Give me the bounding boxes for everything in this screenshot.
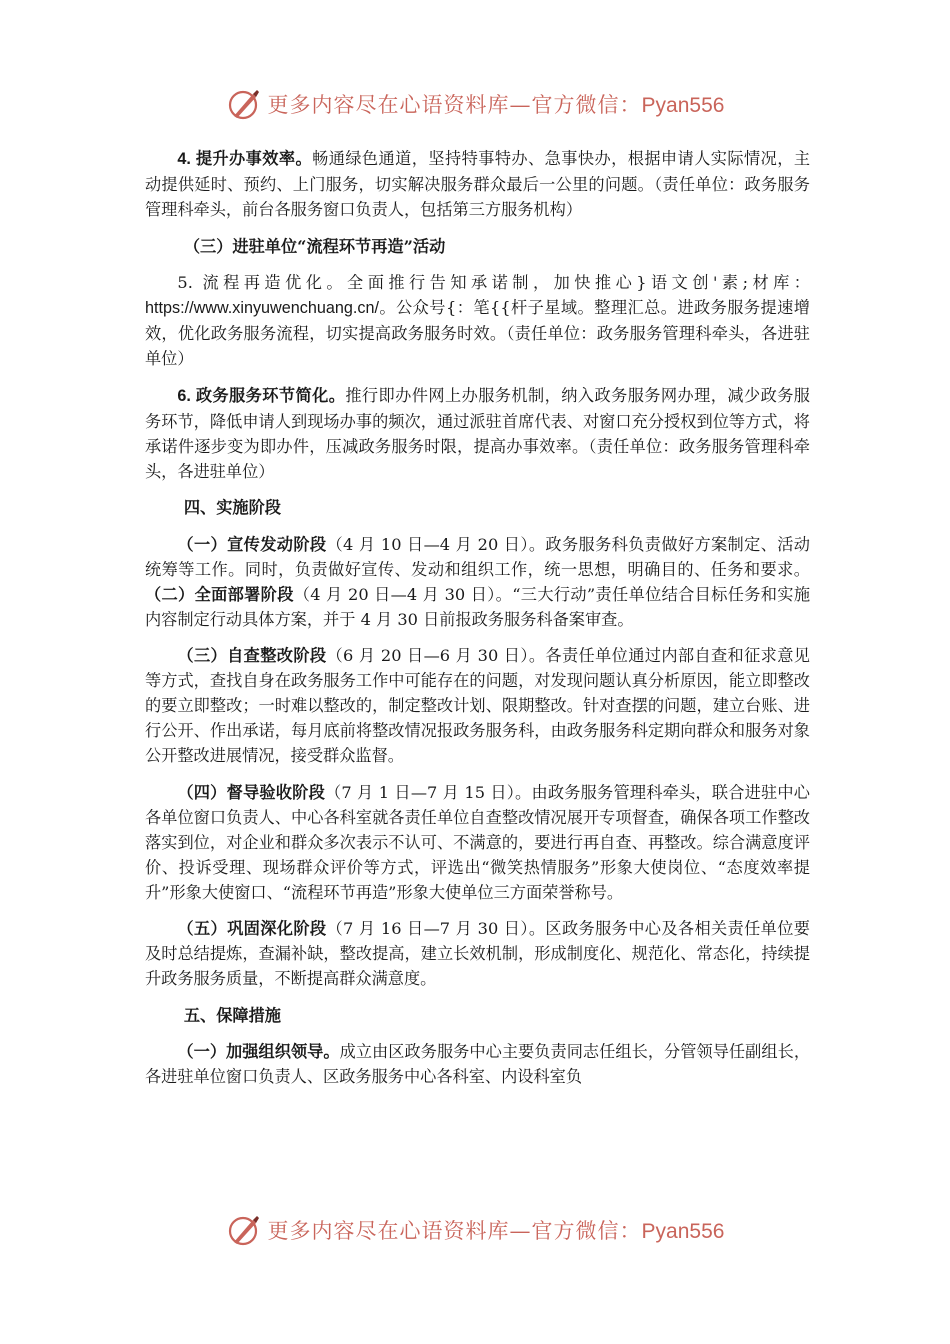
header-watermark: [0, 84, 950, 124]
footer-watermark: [0, 1210, 950, 1250]
pen-logo-icon: [226, 86, 262, 122]
paragraph-stage-1-2: （一）宣传发动阶段（4 月 10 日—4 月 20 日）。政务服务科负责做好方案制定、活动统筹等工作。同时，负责做好宣传、发动和组织工作，统一思想，明确目的、任务和要求。（二）全面部署阶段（4 月 20 日—4 月 30 日）。“三大行动”责任单位结合目标任务和实施内容制定行动具体方案，并于 4 月 30 日前报政务服务科备案审查。: [145, 534, 811, 629]
section-heading-implementation: 四、实施阶段: [183, 498, 281, 517]
paragraph-stage-4: （四）督导验收阶段（7 月 1 日—7 月 15 日）。由政务服务管理科牵头，联合进驻中心各单位窗口负责人、中心各科室就各责任单位自查整改情况展开专项督查，确保各项工作整改落实到位，对企业和群众多次表示不认可、不满意的，要进行再自查、再整改。综合满意度评价、投诉受理、现场群众评价等方式，评选出“微笑热情服务”形象大使岗位、“态度效率提升”形象大使窗口、“流程环节再造”形象大使单位三方面荣誉称号。: [145, 782, 810, 902]
paragraph-safeguard-1: （一）加强组织领导。成立由区政务服务中心主要负责同志任组长，分管领导任副组长，各进驻单位窗口负责人、区政务服务中心各科室、内设科室负: [145, 1042, 811, 1086]
section-heading-safeguards: 五、保障措施: [183, 1005, 281, 1025]
watermark-text: 更多内容尽在心语资料库—官方微信：Pyan556: [267, 93, 725, 117]
paragraph-stage-5: （五）巩固深化阶段（7 月 16 日—7 月 30 日）。区政务服务中心及各相关责任单位要及时总结提炼，查漏补缺，整改提高，建立长效机制，形成制度化、规范化、常态化，持续提升政务服务质量，不断提高群众满意度。: [145, 919, 810, 988]
pen-logo-icon: [226, 1212, 262, 1248]
section-heading-3: （三）进驻单位“流程环节再造”活动: [183, 236, 446, 256]
paragraph-5: 5. 流程再造优化。全面推行告知承诺制，加快推心}语文创'素;材库：https://www.xinyuwenchuang.cn/。公众号{：笔{{杆子星域。整理汇总。进政务服务提速增效，优化政务服务流程，切实提高政务服务时效。（责任单位：政务服务管理科牵头，各进驻单位）: [145, 273, 810, 368]
paragraph-6: 6. 政务服务环节简化。推行即办件网上办服务机制，纳入政务服务网办理，减少政务服务环节，降低申请人到现场办事的频次，通过派驻首席代表、对窗口充分授权到位等方式，将承诺件逐步变为即办件，压减政务服务时限，提高办事效率。（责任单位：政务服务管理科牵头，各进驻单位）: [145, 385, 810, 481]
watermark-text: 更多内容尽在心语资料库—官方微信：Pyan556: [267, 1219, 725, 1243]
paragraph-4: 4. 提升办事效率。畅通绿色通道，坚持特事特办、急事快办，根据申请人实际情况，主动提供延时、预约、上门服务，切实解决服务群众最后一公里的问题。（责任单位：政务服务管理科牵头，前台各服务窗口负责人，包括第三方服务机构）: [145, 149, 810, 219]
paragraph-stage-3: （三）自查整改阶段（6 月 20 日—6 月 30 日）。各责任单位通过内部自查和征求意见等方式，查找自身在政务服务工作中可能存在的问题，对发现问题认真分析原因，能立即整改的要立即整改；一时难以整改的，制定整改计划、限期整改。针对查摆的问题，建立台账、进行公开、作出承诺，每月底前将整改情况报政务服务科，由政务服务科定期向群众和服务对象公开整改进展情况，接受群众监督。: [145, 646, 810, 765]
document-body: [145, 146, 810, 1101]
source-url: https://www.xinyuwenchuang.cn/: [145, 299, 379, 317]
